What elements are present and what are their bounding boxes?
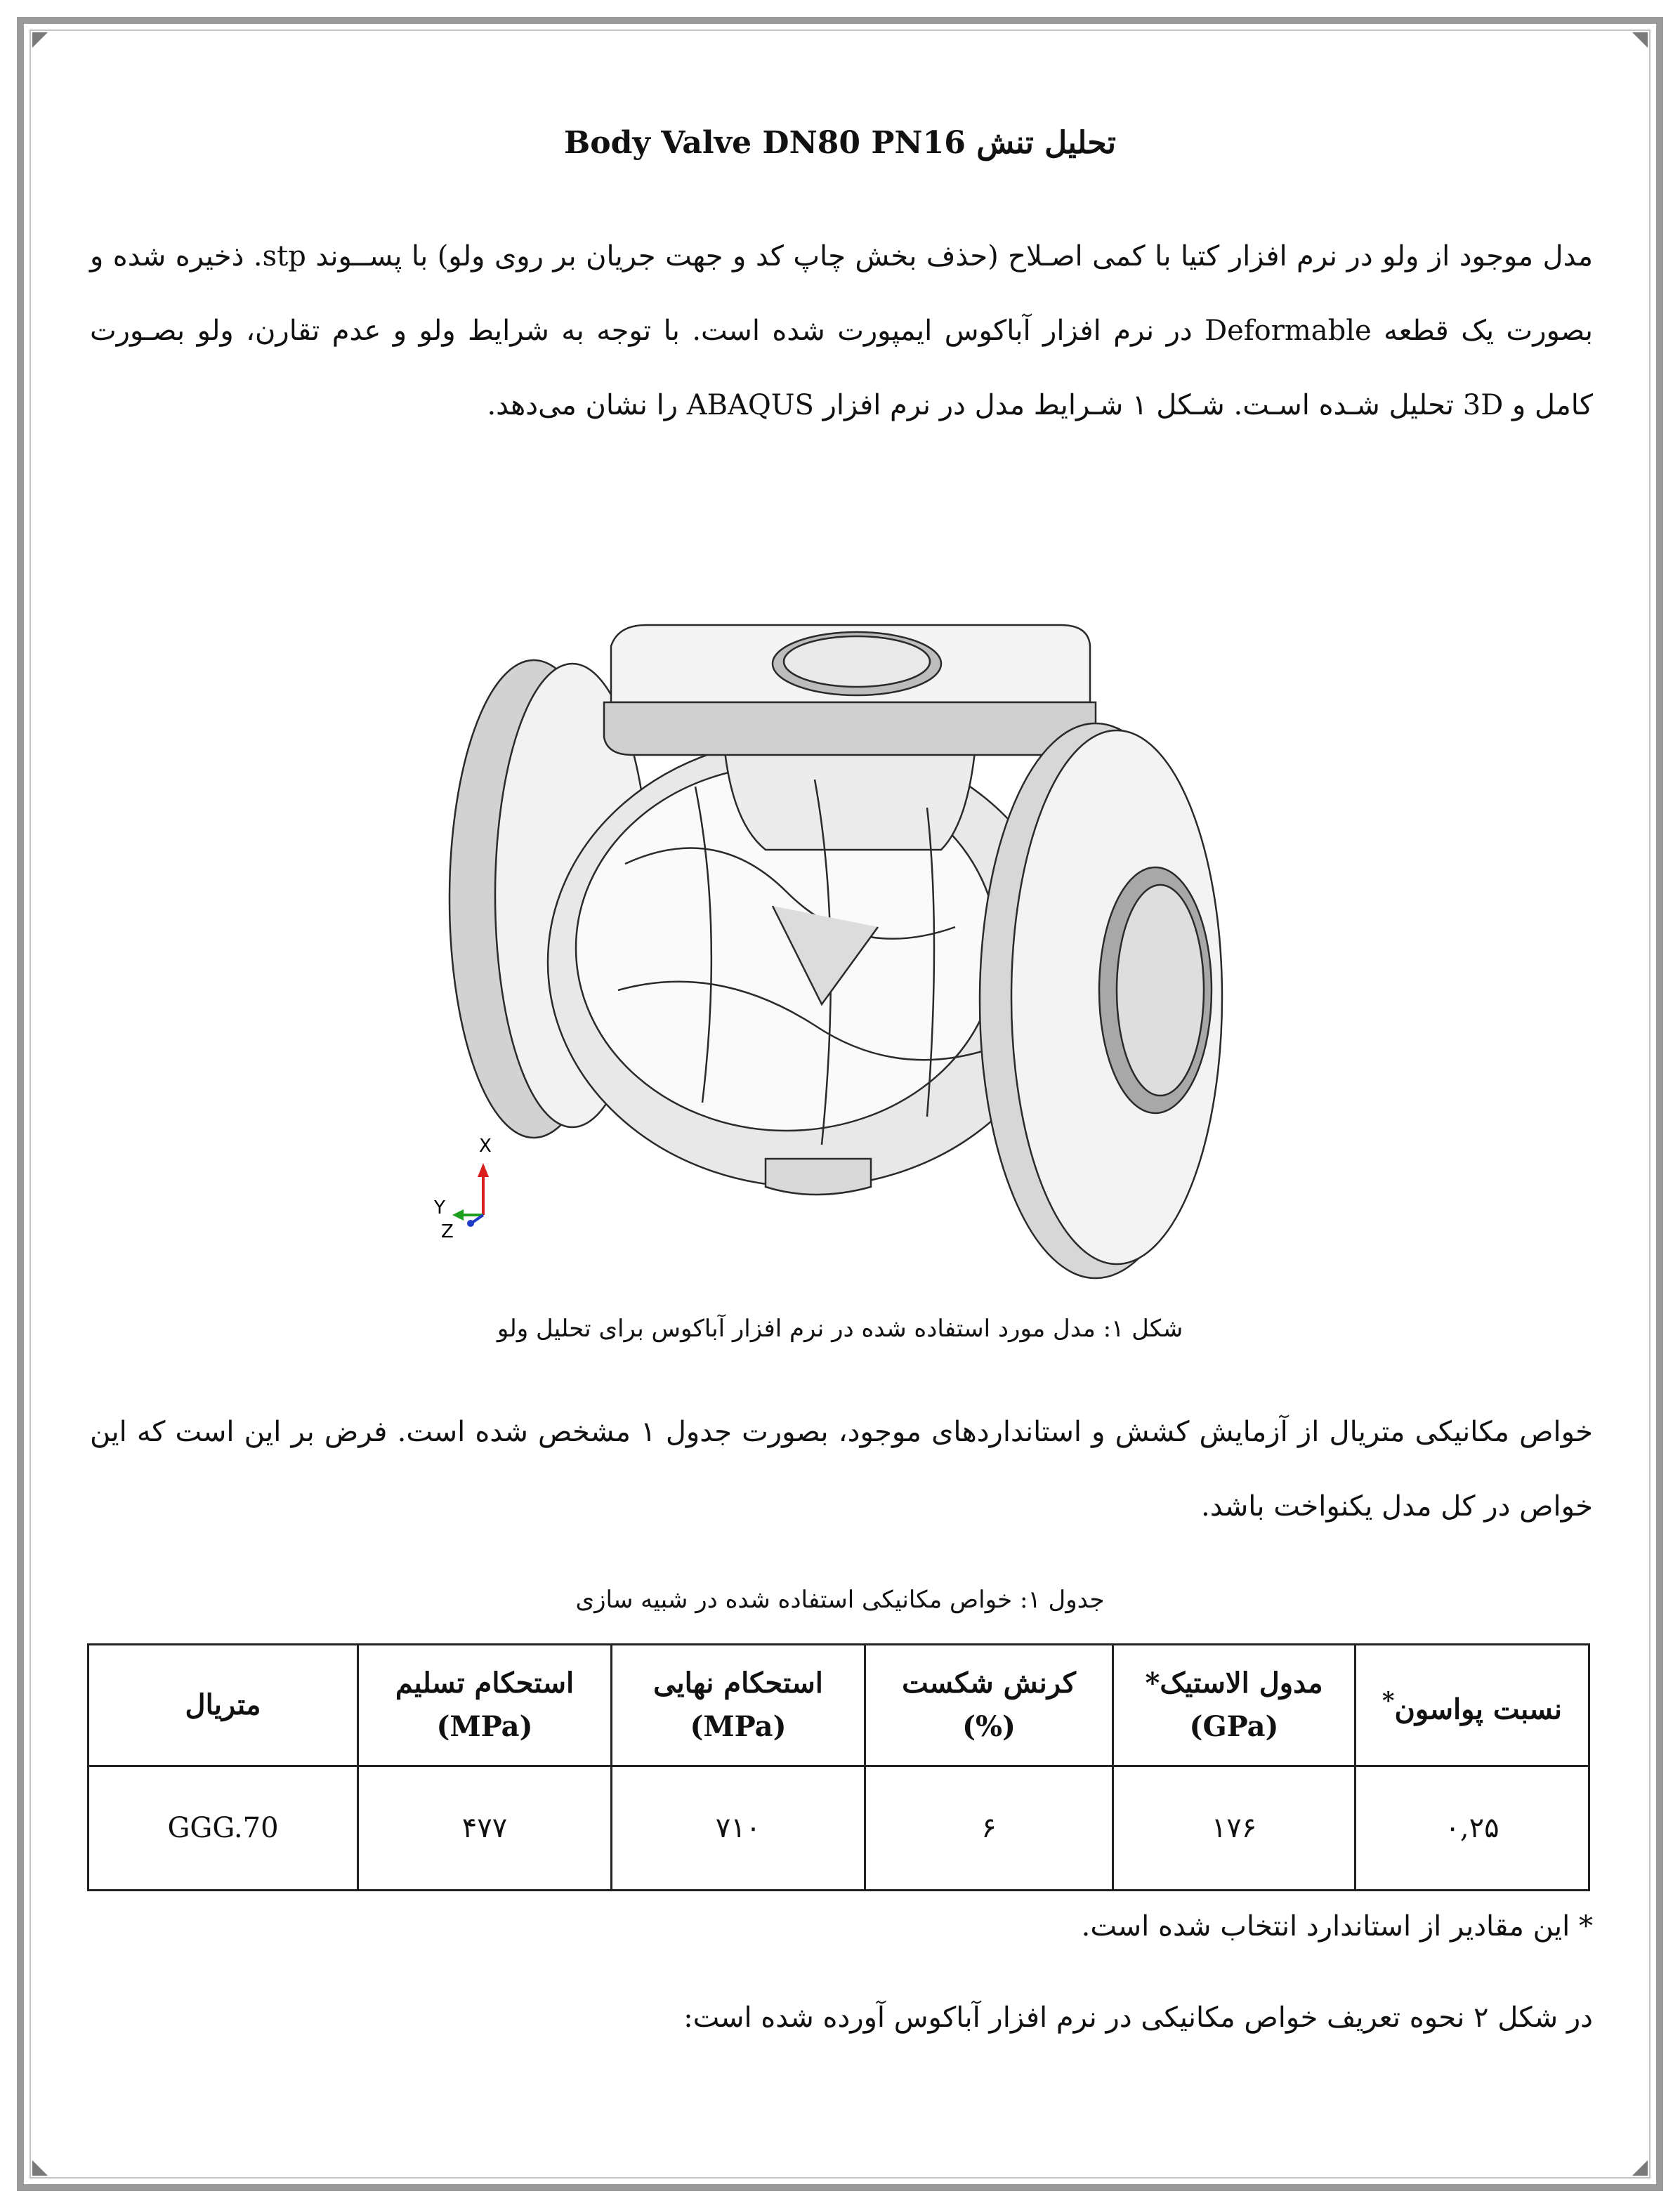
table-header-row: [88, 1645, 1589, 1766]
header-yield-strength: استحکام تسلیم (MPa): [358, 1645, 612, 1766]
cell-yield-strength: ۴۷۷: [358, 1766, 612, 1891]
table-caption: جدول ۱: خواص مکانیکی استفاده شده در شبیه سازی: [575, 1586, 1105, 1614]
cell-poisson-ratio: ۰,۲۵: [1356, 1766, 1589, 1891]
corner-ornament-top-left: [32, 32, 48, 48]
cell-fracture-strain: ۶: [865, 1766, 1113, 1891]
cell-elastic-modulus: ۱۷۶: [1113, 1766, 1356, 1891]
valve-body-figure: [393, 597, 1292, 1299]
table-row: [88, 1766, 1589, 1891]
figure-caption: شکل ۱: مدل مورد استفاده شده در نرم افزار آباکوس برای تحلیل ولو: [497, 1315, 1183, 1343]
header-ultimate-strength: استحکام نهایی (MPa): [612, 1645, 865, 1766]
cell-material: GGG.70: [88, 1766, 358, 1891]
axis-triad-icon: [452, 1163, 489, 1227]
corner-ornament-bottom-right: [1632, 2160, 1648, 2176]
corner-ornament-bottom-left: [32, 2160, 48, 2176]
intro-paragraph: مدل موجود از ولو در نرم افزار کتیا با کمی اصـلاح (حذف بخش چاپ کد و جهت جریان بر روی ولو) با پســوند stp. ذخیره شده و بصورت یک قطعه Deformable در نرم افزار آباکوس ایمپورت شده است. با توجه به شرایط ولو و عدم تقارن، ولو بصـورت کامل و 3D تحلیل شـده اسـت. شـکل ۱ شـرایط مدل در نرم افزار ABAQUS را نشان می‌دهد.: [90, 240, 1594, 421]
material-paragraph: خواص مکانیکی متریال از آزمایش کشش و استانداردهای موجود، بصورت جدول ۱ مشخص شده است. فرض بر این است که این خواص در کل مدل یکنواخت باشد.: [90, 1416, 1594, 1523]
axis-y-label: Y: [434, 1197, 445, 1218]
axis-z-label: Z: [441, 1221, 454, 1242]
corner-ornament-top-right: [1632, 32, 1648, 48]
cell-ultimate-strength: ۷۱۰: [612, 1766, 865, 1891]
header-elastic-modulus: مدول الاستیک* (GPa): [1113, 1645, 1356, 1766]
header-material: متریال: [88, 1645, 358, 1766]
material-properties-table: [87, 1643, 1590, 1891]
axis-x-label: X: [479, 1136, 492, 1157]
header-fracture-strain: کرنش شکست (%): [865, 1645, 1113, 1766]
header-poisson-ratio: نسبت پواسون*: [1356, 1645, 1589, 1766]
table-footnote: * این مقادیر از استاندارد انتخاب شده است.: [1081, 1910, 1593, 1943]
closing-paragraph: در شکل ۲ نحوه تعریف خواص مکانیکی در نرم افزار آباکوس آورده شده است:: [683, 2002, 1593, 2034]
document-title: تحلیل تنش Body Valve DN80 PN16: [564, 125, 1116, 161]
